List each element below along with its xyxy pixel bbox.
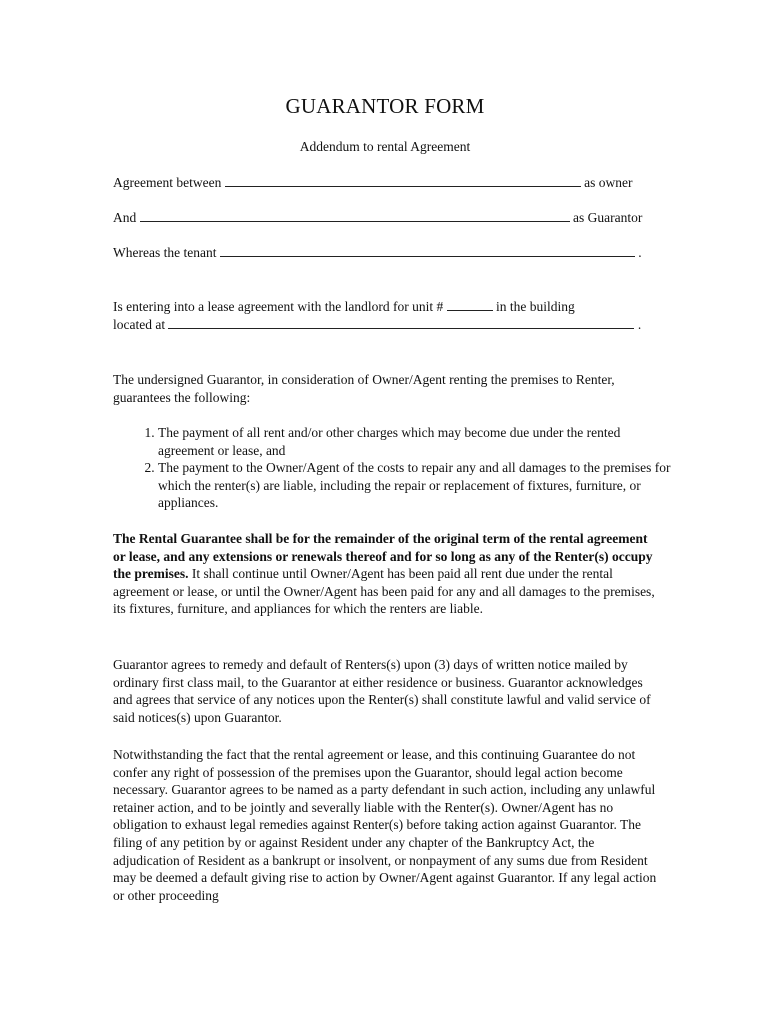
located-at-label: located at: [113, 317, 166, 332]
tenant-line: [113, 245, 658, 261]
guarantee-paragraph: [113, 530, 661, 618]
agreement-between-label: Agreement between: [113, 175, 222, 190]
lease-label: Is entering into a lease agreement with the landlord for unit #: [113, 299, 444, 314]
list-item: 2. The payment to the Owner/Agent of the costs to repair any and all damages to the premises for which the renter(s) are liable, including the repair or replacement of fixtures, furniture, or appliances.: [158, 459, 678, 512]
location-suffix: .: [637, 317, 642, 332]
owner-suffix-label: as owner: [584, 175, 633, 190]
guarantee-list: [136, 424, 678, 512]
agreement-between-line: [113, 175, 658, 191]
document-subtitle: Addendum to rental Agreement: [299, 139, 471, 154]
building-label: in the building: [496, 299, 575, 314]
document-title: GUARANTOR FORM: [285, 94, 485, 118]
notwithstanding-paragraph: Notwithstanding the fact that the rental agreement or lease, and this continuing Guarantee do not confer any right of possession of the premises upon the Guarantor, should legal action become necessary. Guarantor agrees to be named as a party defendant in such action, including any unlawful retainer action, and to be jointly and severally liable with the Renter(s). Owner/Agent has no obligation to exhaust legal remedies against Renter(s) before taking action against Guarantor. The filing of any petition by or against Resident under any chapter of the Bankruptcy Act, the adjudication of Resident as a bankrupt or insolvent, or nonpayment of any sums due from Resident may be deemed a default giving rise to action by Owner/Agent against Guarantor. If any legal action or other proceeding: [113, 747, 657, 903]
lease-line: [113, 299, 658, 315]
guarantor-suffix-label: as Guarantor: [573, 210, 643, 225]
location-line: [113, 317, 658, 333]
tenant-name-field[interactable]: [220, 245, 635, 257]
address-field[interactable]: [168, 317, 634, 329]
guarantee-text: It shall continue until Owner/Agent has been paid all rent due under the rental agreement or lease, or until the Owner/Agent has been paid for any and all damages to the premises, its fixtures, furniture, and appliances for which the renters are liable.: [113, 566, 655, 617]
guarantor-name-field[interactable]: [140, 210, 570, 222]
and-label: And: [113, 210, 137, 225]
guarantee-bold-text: The Rental Guarantee shall be for the remainder of the original term of the rental agreement or lease, and any extensions or renewals thereof and for so long as any of the Renter(s) occupy the premises.: [113, 531, 653, 582]
intro-paragraph: The undersigned Guarantor, in consideration of Owner/Agent renting the premises to Renter, guarantees the following:: [113, 372, 615, 405]
owner-name-field[interactable]: [225, 175, 581, 187]
tenant-label: Whereas the tenant: [113, 245, 217, 260]
guarantor-line: [113, 210, 658, 226]
list-item: 1. The payment of all rent and/or other charges which may become due under the rented agreement or lease, and: [158, 424, 678, 459]
tenant-suffix: .: [638, 245, 642, 260]
unit-number-field[interactable]: [447, 299, 493, 311]
notice-paragraph: Guarantor agrees to remedy and default of Renters(s) upon (3) days of written notice mailed by ordinary first class mail, to the Guarantor at either residence or business. Guarantor acknowledges and agrees that service of any notices upon the Renter(s) shall constitute lawful and valid service of said notices(s) upon Guarantor.: [113, 657, 651, 725]
